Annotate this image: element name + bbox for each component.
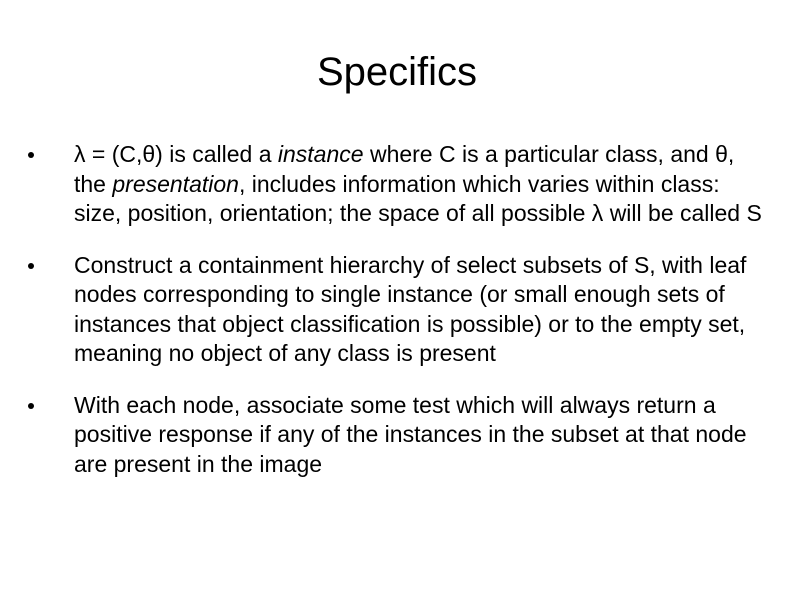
bullet-text [74, 141, 762, 226]
italic-term: instance [277, 141, 364, 167]
text-segment: where C is a particular class, and θ, the [74, 141, 735, 197]
bullet-dot-icon [28, 263, 34, 269]
bullet-list [22, 140, 762, 501]
italic-term: presentation [112, 170, 239, 197]
bullet-dot-icon [28, 152, 34, 158]
bullet-text [74, 252, 746, 367]
text-segment: , includes information which varies within class: size, position, orientation; the space of all possible λ will be called S [74, 170, 762, 226]
bullet-dot-icon [28, 403, 34, 409]
text-segment: Construct a containment hierarchy of select subsets of S, with leaf nodes corresponding to single instance (or small enough sets of instances that object classification is possible) or to the empty set, meaning no object of any class is present [74, 251, 747, 366]
bullet-item [22, 391, 762, 480]
bullet-item [22, 140, 762, 229]
bullet-text [74, 392, 747, 477]
bullet-item [22, 251, 762, 369]
text-segment: With each node, associate some test which will always return a positive response if any of the instances in the subset at that node are present in the image [74, 391, 747, 477]
text-segment: λ = (C,θ) is called a [74, 141, 278, 167]
slide-title: Specifics [316, 50, 478, 94]
